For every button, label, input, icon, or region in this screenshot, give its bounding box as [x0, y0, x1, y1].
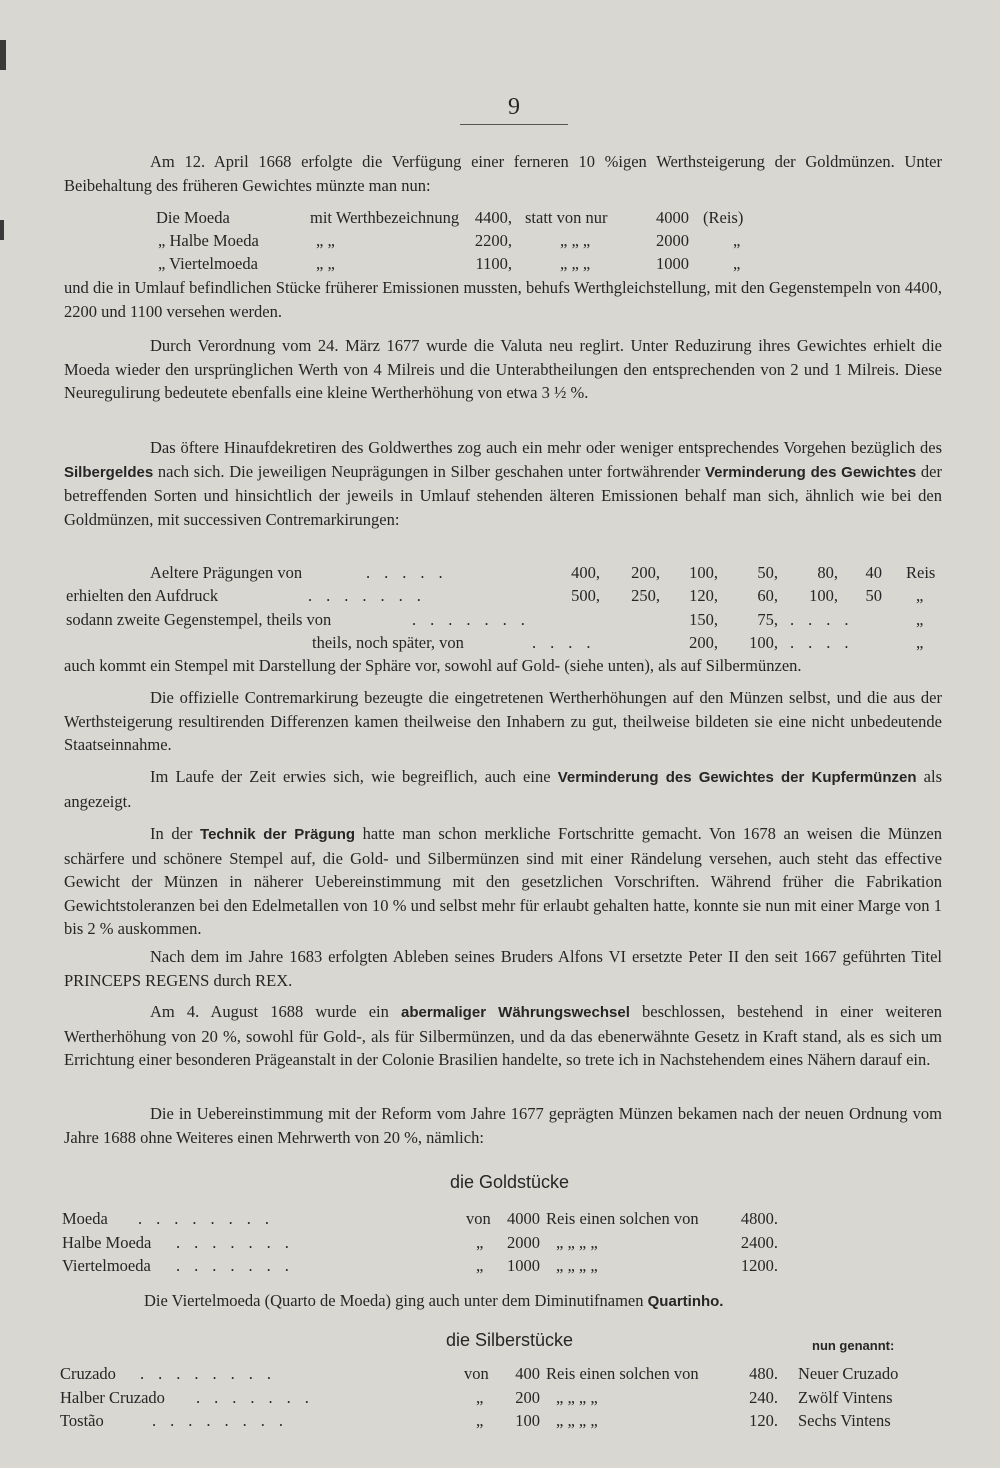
table-cell: 75,: [757, 610, 778, 629]
table-row: [0, 252, 1000, 276]
old-value: 4000: [507, 1209, 540, 1228]
coin-nickname: Sechs Vintens: [798, 1411, 891, 1430]
paragraph: [64, 765, 942, 813]
paragraph: [64, 822, 942, 941]
paragraph-text: auch kommt ein Stempel mit Darstellung der Sphäre vor, sowohl auf Gold- (siehe unten), als auf Silbermünzen.: [64, 656, 802, 675]
paragraph-text: In der: [150, 824, 201, 843]
leader-dots: .......: [412, 610, 539, 629]
coin-old-value: 4000: [656, 208, 689, 227]
table-cell: 100,: [689, 563, 718, 582]
bold-term: Quartinho.: [647, 1293, 724, 1310]
table-unit: Reis: [906, 563, 936, 582]
paragraph-text: Das öftere Hinaufdekretiren des Goldwerthes zog auch ein mehr oder weniger entsprechendes Vorgehen bezüglich des: [150, 438, 942, 457]
coin-nickname: Zwölf Vintens: [798, 1388, 893, 1407]
coin-unit: (Reis): [703, 208, 744, 227]
paragraph-text: hatte man schon merkliche Fortschritte gemacht. Von 1678 an weisen die Münzen schärfere und schönere Stempel auf, die Gold- und Silbermünzen sind mit einer Rändelung versehen, auch steht das effective Gewicht der Münzen in näherer Uebereinstimmung mit den gesetzlichen Vorschriften. Während früher die Fabrikation Gewichtstoleranzen bei den Edelmetallen von 10 % und selbst mehr für erlaubt gehalten hatte, konnte sie nun mit einer Marge von 1 bis 2 % auskommen.: [64, 824, 942, 938]
bold-term: Verminderung des Gewichtes: [704, 463, 917, 481]
table-cell: 100,: [809, 586, 838, 605]
coin-name: „ Halbe Moeda: [158, 231, 259, 250]
bold-term: Silbergeldes: [64, 463, 154, 481]
leader-dots: .......: [196, 1388, 323, 1407]
paragraph: [64, 654, 942, 678]
coin-desc: mit Werthbezeichnung: [310, 208, 460, 227]
table-cell: 250,: [631, 586, 660, 605]
table-row: [0, 584, 1000, 608]
scan-edge-mark: [0, 40, 6, 70]
coin-old-value: 2000: [656, 231, 689, 250]
table-cell: 60,: [757, 586, 778, 605]
new-value: 4800.: [740, 1209, 778, 1228]
paragraph-text: Nach dem im Jahre 1683 erfolgten Ableben seines Bruders Alfons VI ersetzte Peter II den seit 1667 geführten Titel PRINCEPS REGENS durch REX.: [64, 947, 942, 990]
leader-dots: .......: [308, 586, 435, 605]
value-phrase: „ „ „ „: [556, 1388, 598, 1407]
paragraph: [58, 1289, 936, 1314]
paragraph: [64, 1102, 942, 1149]
value-phrase: Reis einen solchen von: [546, 1364, 699, 1383]
table-cell: 40: [865, 563, 882, 582]
new-value: 480.: [749, 1364, 778, 1383]
new-value: 1200.: [740, 1256, 778, 1275]
coin-statt: statt von nur: [525, 208, 608, 227]
leader-dots: .......: [176, 1233, 303, 1252]
paragraph: [64, 150, 942, 197]
von-label: „: [476, 1233, 484, 1252]
paragraph: [64, 276, 942, 323]
table-cell: 50,: [757, 563, 778, 582]
old-value: 200: [515, 1388, 540, 1407]
paragraph: [64, 686, 942, 757]
coin-unit: „: [733, 254, 741, 273]
von-label: „: [476, 1256, 484, 1275]
coin-desc: „ „: [316, 231, 335, 250]
von-label: von: [466, 1209, 491, 1228]
leader-dots: ....: [790, 633, 863, 652]
table-row: [0, 1362, 1000, 1386]
leader-dots: ....: [790, 610, 863, 629]
paragraph-text: Am 4. August 1688 wurde ein: [150, 1002, 401, 1021]
value-phrase: „ „ „ „: [556, 1411, 598, 1430]
coin-old-value: 1000: [656, 254, 689, 273]
paragraph-text: Durch Verordnung vom 24. März 1677 wurde die Valuta neu reglirt. Unter Reduzirung ihres Gewichtes erhielt die Moeda wieder den ursprünglichen Werth von 4 Milreis und die Unterabtheilungen den entsprechenden von 2 und 1 Milreis. Diese Neuregulirung bedeutete ebenfalls eine kleine Wertherhöhung von etwa 3 ½ %.: [64, 336, 942, 402]
paragraph-text: Am 12. April 1668 erfolgte die Verfügung einer ferneren 10 %igen Werthsteigerung der Goldmünzen. Unter Beibehaltung des früheren Gewichtes münzte man nun:: [64, 152, 942, 195]
named-column-heading: nun genannt:: [812, 1338, 895, 1353]
paragraph-text: und die in Umlauf befindlichen Stücke früherer Emissionen mussten, behufs Werthgleichstellung, mit den Gegenstempeln von 4400, 2200 und 1100 versehen werden.: [64, 278, 942, 321]
paragraph: [64, 436, 942, 531]
section-heading-silver: die Silberstücke: [446, 1330, 574, 1350]
row-label: theils, noch später, von: [312, 633, 464, 652]
coin-statt: „ „ „: [560, 231, 591, 250]
coin-name: Viertelmoeda: [62, 1256, 151, 1275]
coin-unit: „: [733, 231, 741, 250]
paragraph: [64, 334, 942, 405]
old-value: 1000: [507, 1256, 540, 1275]
table-unit: „: [916, 586, 924, 605]
table-unit: „: [916, 610, 924, 629]
coin-statt: „ „ „: [560, 254, 591, 273]
page-number-rule: [460, 124, 568, 125]
paragraph-text: der betreffenden Sorten und hinsichtlich der jeweils in Umlauf stehenden älteren Emissionen behalf man sich, ähnlich wie bei den Goldmünzen, mit successiven Contremarkirungen:: [64, 461, 943, 529]
table-row: [0, 206, 1000, 230]
coin-nickname: Neuer Cruzado: [798, 1364, 899, 1383]
table-row: [0, 1409, 1000, 1433]
table-row: [0, 229, 1000, 253]
leader-dots: .......: [176, 1256, 303, 1275]
table-cell: 150,: [689, 610, 718, 629]
table-row: [0, 631, 1000, 655]
leader-dots: ....: [532, 633, 605, 652]
paragraph-text: nach sich. Die jeweiligen Neuprägungen in Silber geschahen unter fortwährender: [153, 461, 705, 481]
old-value: 100: [515, 1411, 540, 1430]
paragraph: [64, 1000, 942, 1072]
table-cell: 200,: [631, 563, 660, 582]
paragraph-text: Die Viertelmoeda (Quarto de Moeda) ging auch unter dem Diminutifnamen: [144, 1291, 648, 1310]
paragraph-text: Die in Uebereinstimmung mit der Reform vom Jahre 1677 geprägten Münzen bekamen nach der neuen Ordnung vom Jahre 1688 ohne Weiteres einen Mehrwerth von 20 %, nämlich:: [64, 1104, 942, 1147]
coin-name: Cruzado: [60, 1364, 116, 1383]
leader-dots: ........: [140, 1364, 285, 1383]
paragraph: [64, 945, 942, 992]
table-cell: 500,: [571, 586, 600, 605]
row-label: sodann zweite Gegenstempel, theils von: [66, 610, 332, 629]
table-row: [0, 561, 1000, 585]
new-value: 2400.: [740, 1233, 778, 1252]
paragraph-text: Die offizielle Contremarkirung bezeugte die eingetretenen Wertherhöhungen auf den Münzen selbst, und die aus der Werthsteigerung resultirenden Differenzen kamen theilweise den Inhabern zu gut, theilweise bildeten sie eine nicht unbedeutende Staatseinnahme.: [64, 688, 942, 754]
bold-term: abermaliger Währungswechsel: [400, 1004, 630, 1021]
table-cell: 400,: [571, 563, 600, 582]
value-phrase: Reis einen solchen von: [546, 1209, 699, 1228]
paragraph-text: Im Laufe der Zeit erwies sich, wie begreiflich, auch eine: [150, 767, 558, 786]
table-row: [0, 1231, 1000, 1255]
new-value: 120.: [749, 1411, 778, 1430]
coin-desc: „ „: [316, 254, 335, 273]
table-row: [0, 1386, 1000, 1410]
table-cell: 80,: [817, 563, 838, 582]
table-cell: 50: [865, 586, 882, 605]
page-number: 9: [508, 94, 520, 120]
coin-name: Halbe Moeda: [62, 1233, 152, 1252]
old-value: 400: [515, 1364, 540, 1383]
table-cell: 120,: [689, 586, 718, 605]
value-phrase: „ „ „ „: [556, 1233, 598, 1252]
section-heading-gold: die Goldstücke: [450, 1172, 570, 1192]
row-label: erhielten den Aufdruck: [66, 586, 219, 605]
leader-dots: ........: [138, 1209, 283, 1228]
coin-name: „ Viertelmoeda: [158, 254, 258, 273]
paragraph-text: beschlossen, bestehend in einer weiteren Wertherhöhung von 20 %, sowohl für Gold-, als für Silbermünzen, und da das ebenerwähnte Gesetz in Kraft stand, als es sich um Errichtung einer besonderen Prägeanstalt in der Colonie Brasilien handelte, so trete ich in Nachstehendem eines Nähern darauf ein.: [64, 1002, 943, 1069]
leader-dots: .....: [366, 563, 457, 582]
von-label: von: [464, 1364, 489, 1383]
coin-value: 4400,: [474, 208, 512, 227]
von-label: „: [476, 1388, 484, 1407]
value-phrase: „ „ „ „: [556, 1256, 598, 1275]
table-cell: 200,: [689, 633, 718, 652]
table-row: [0, 1207, 1000, 1231]
table-unit: „: [916, 633, 924, 652]
new-value: 240.: [749, 1388, 778, 1407]
bold-term: Technik der Prägung: [200, 826, 356, 843]
table-row: [0, 608, 1000, 632]
leader-dots: ........: [152, 1411, 297, 1430]
coin-name: Tostão: [60, 1411, 104, 1430]
paragraph-text: als angezeigt.: [64, 767, 942, 811]
von-label: „: [476, 1411, 484, 1430]
coin-name: Halber Cruzado: [60, 1388, 165, 1407]
table-row: [0, 1254, 1000, 1278]
table-cell: 100,: [749, 633, 778, 652]
coin-name: Die Moeda: [156, 208, 230, 227]
bold-term: Verminderung des Gewichtes der Kupfermünzen: [557, 769, 917, 786]
old-value: 2000: [507, 1233, 540, 1252]
coin-value: 1100,: [475, 254, 512, 273]
row-label: Aeltere Prägungen von: [150, 563, 303, 582]
coin-name: Moeda: [62, 1209, 108, 1228]
coin-value: 2200,: [474, 231, 512, 250]
